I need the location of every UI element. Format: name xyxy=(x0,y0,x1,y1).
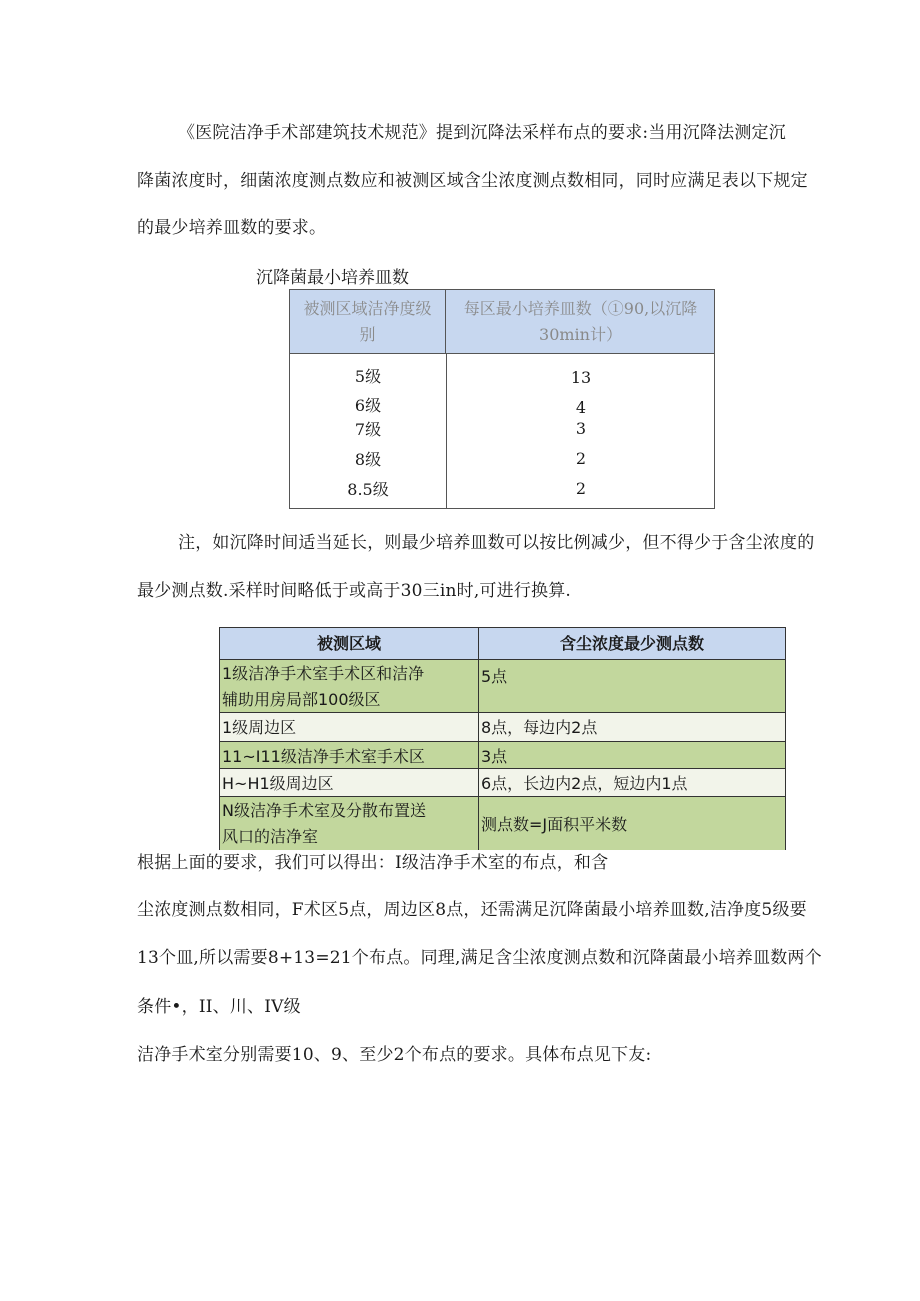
cell-text: H~H1级周边区 xyxy=(222,774,334,793)
table1-grade-cell: 8.5级 xyxy=(347,480,389,499)
table1-count-cell: 3 xyxy=(575,419,587,438)
cell-text: 8点，每边内2点 xyxy=(481,718,598,737)
table2-points-cell xyxy=(479,713,786,741)
table-row xyxy=(219,742,786,768)
note-line: 注，如沉降时间适当延长，则最少培养皿数可以按比例减少，但不得少于含尘浓度的 xyxy=(178,533,815,553)
table1-header-grade xyxy=(290,290,446,353)
table1-grade-cell: 8级 xyxy=(354,450,382,469)
table2-area-cell xyxy=(219,742,479,768)
cell-text: 辅助用房局部100级区 xyxy=(222,690,381,709)
table-row xyxy=(219,769,786,796)
table1-grade-cell: 7级 xyxy=(354,420,382,439)
paragraph-line: 根据上面的要求，我们可以得出：I级洁净手术室的布点，和含 xyxy=(137,853,609,873)
table1-header xyxy=(290,290,714,354)
table2-points-cell xyxy=(479,797,786,850)
table-row xyxy=(219,713,786,741)
paragraph-line: 13个皿,所以需要8+13=21个布点。同理,满足含尘浓度测点数和沉降菌最小培养皿数两个 xyxy=(137,948,822,968)
cell-text: 11~I11级洁净手术室手术区 xyxy=(222,747,425,766)
cell-text: 测点数=J面积平米数 xyxy=(481,815,628,834)
header-text: 被测区域洁净度级 xyxy=(303,299,432,318)
table2-points-cell xyxy=(479,769,786,796)
paragraph-line: 的最少培养皿数的要求。 xyxy=(137,218,327,238)
cell-text: 1级洁净手术室手术区和洁净 xyxy=(222,664,425,683)
table2-area-cell xyxy=(219,660,479,712)
paragraph-line: 降菌浓度时，细菌浓度测点数应和被测区域含尘浓度测点数相同，同时应满足表以下规定 xyxy=(137,171,808,191)
table1-divider xyxy=(446,353,447,508)
cell-text: 3点 xyxy=(481,747,508,766)
table2-area-cell xyxy=(219,797,479,850)
cell-text: 1级周边区 xyxy=(222,718,297,737)
table2-points-cell xyxy=(479,742,786,768)
note-line: 最少测点数.采样时间略低于或高于30三in时,可进行换算. xyxy=(137,581,572,601)
table1-count-cell: 2 xyxy=(575,449,587,468)
table2-header-area: 被测区域 xyxy=(219,628,479,659)
settling-bacteria-table xyxy=(289,289,715,509)
table2-area-cell xyxy=(219,713,479,741)
cell-text: 6点，长边内2点，短边内1点 xyxy=(481,774,688,793)
header-text: 30min计） xyxy=(539,325,622,344)
cell-text: 风口的洁净室 xyxy=(222,827,319,846)
paragraph-line: 条件•，II、川、IV级 xyxy=(137,997,301,1017)
table1-grade-cell: 5级 xyxy=(354,367,382,386)
paragraph-line: 《医院洁净手术部建筑技术规范》提到沉降法采样布点的要求:当用沉降法测定沉 xyxy=(178,123,786,143)
table2-area-cell xyxy=(219,769,479,796)
table2-points-cell xyxy=(479,660,786,712)
header-text: 别 xyxy=(359,325,376,344)
paragraph-line: 尘浓度测点数相同，F术区5点，周边区8点，还需满足沉降菌最小培养皿数,洁净度5级要 xyxy=(137,900,807,920)
header-text: 每区最小培养皿数（①90,以沉降 xyxy=(463,299,698,318)
table1-grade-cell: 6级 xyxy=(354,396,382,415)
table1-count-cell: 2 xyxy=(575,479,587,498)
table2-header-points: 含尘浓度最少测点数 xyxy=(479,628,786,659)
cell-text: N级洁净手术室及分散布置送 xyxy=(222,801,426,820)
table-row xyxy=(219,660,786,712)
table1-count-cell: 13 xyxy=(570,368,592,387)
table1-count-cell: 4 xyxy=(575,398,587,417)
table2-header xyxy=(219,628,786,659)
paragraph-line: 洁净手术室分别需要10、9、至少2个布点的要求。具体布点见下友: xyxy=(137,1045,652,1065)
table-row xyxy=(219,797,786,850)
table1-header-count xyxy=(447,290,714,353)
cell-text: 5点 xyxy=(481,667,508,686)
table1-caption: 沉降菌最小培养皿数 xyxy=(256,268,409,288)
